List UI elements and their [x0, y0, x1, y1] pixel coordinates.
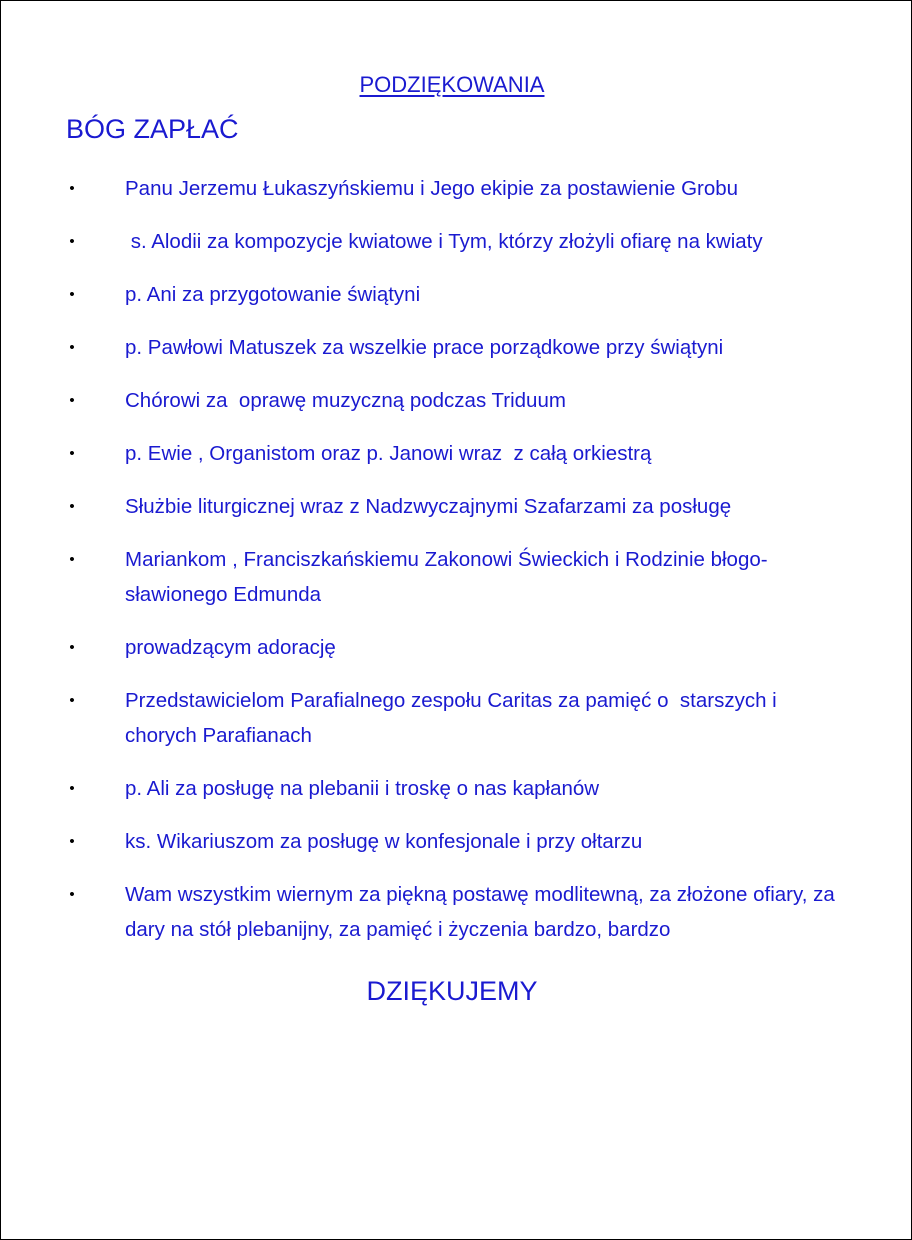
list-item: [1, 683, 912, 753]
list-item-text: Przedstawicielom Parafialnego zespołu Caritas za pamięć o starszych i chorych Parafianach: [125, 689, 783, 747]
bullet-icon: •: [69, 339, 75, 356]
list-item: [1, 224, 912, 259]
page-title: PODZIĘKOWANIA: [359, 72, 545, 97]
list-item-text: Chórowi za oprawę muzyczną podczas Triduum: [125, 389, 566, 412]
bullet-icon: •: [69, 833, 75, 850]
bullet-icon: •: [69, 780, 75, 797]
closing-text: DZIĘKUJEMY: [366, 976, 538, 1006]
list-item-text: p. Ewie , Organistom oraz p. Janowi wraz z całą orkiestrą: [125, 442, 652, 465]
list-item-text: prowadzącym adorację: [125, 636, 336, 659]
list-item-text: Panu Jerzemu Łukaszyńskiemu i Jego ekipie za postawienie Grobu: [125, 177, 739, 200]
bullet-icon: •: [69, 286, 75, 303]
bullet-icon: •: [69, 392, 75, 409]
bullet-icon: •: [69, 886, 75, 903]
bullet-icon: •: [69, 498, 75, 515]
list-item: [1, 436, 912, 471]
list-item: [1, 489, 912, 524]
list-item: [1, 277, 912, 312]
bullet-icon: •: [69, 180, 75, 197]
list-item: [1, 824, 912, 859]
bullet-icon: •: [69, 692, 75, 709]
list-item-text: Służbie liturgicznej wraz z Nadzwyczajnymi Szafarzami za posługę: [125, 495, 732, 518]
list-item-text: Mariankom , Franciszkańskiemu Zakonowi Świeckich i Rodzinie błogo-sławionego Edmunda: [125, 548, 768, 606]
list-item-text: ks. Wikariuszom za posługę w konfesjonale i przy ołtarzu: [125, 830, 643, 853]
list-item-text: p. Ali za posługę na plebanii i troskę o nas kapłanów: [125, 777, 600, 800]
list-item-text: p. Ani za przygotowanie świątyni: [125, 283, 421, 306]
list-item-text: Wam wszystkim wiernym za piękną postawę modlitewną, za złożone ofiary, za dary na stół plebanijny, za pamięć i życzenia bardzo, bardzo: [125, 883, 835, 941]
list-item: [1, 630, 912, 665]
list-item: [1, 171, 912, 206]
page-subtitle: BÓG ZAPŁAĆ: [66, 114, 239, 144]
thanks-list: [1, 171, 912, 965]
list-item: [1, 542, 912, 612]
bullet-icon: •: [69, 639, 75, 656]
list-item: [1, 330, 912, 365]
bullet-icon: •: [69, 445, 75, 462]
list-item-text: s. Alodii za kompozycje kwiatowe i Tym, którzy złożyli ofiarę na kwiaty: [125, 230, 763, 253]
list-item: [1, 771, 912, 806]
bullet-icon: •: [69, 551, 75, 568]
list-item: [1, 877, 912, 947]
bullet-icon: •: [69, 233, 75, 250]
list-item: [1, 383, 912, 418]
list-item-text: p. Pawłowi Matuszek za wszelkie prace porządkowe przy świątyni: [125, 336, 724, 359]
